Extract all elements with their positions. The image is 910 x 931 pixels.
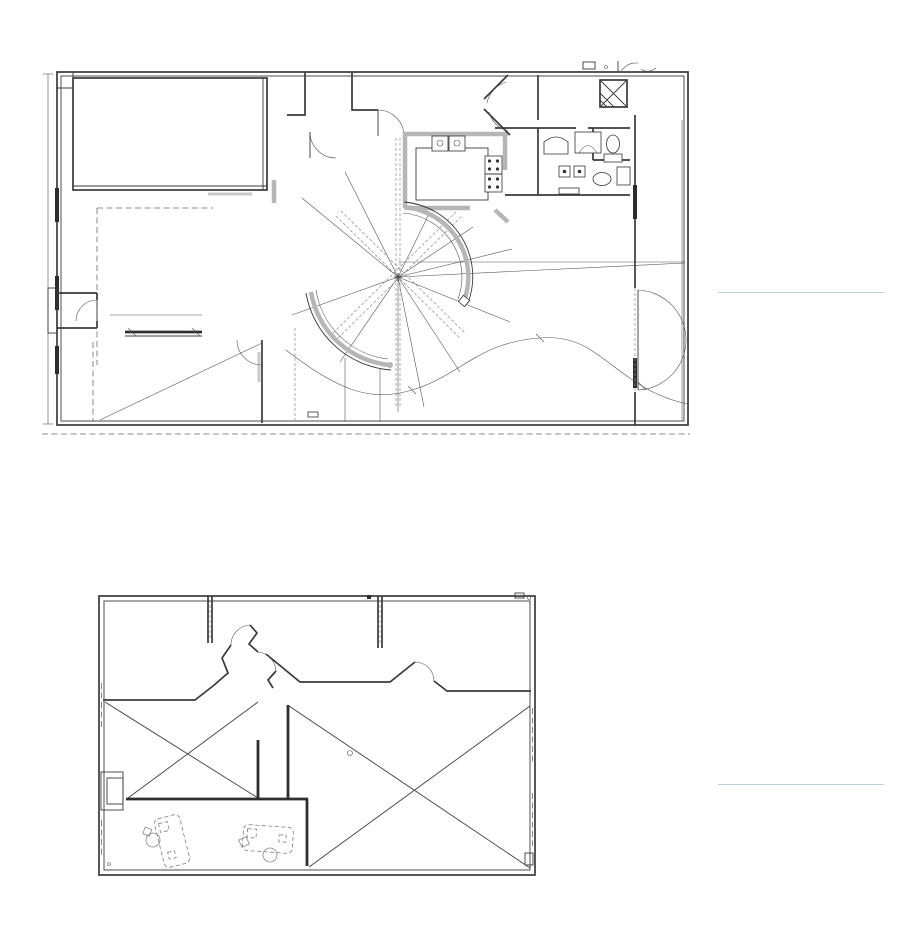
office-walls <box>103 596 531 700</box>
interior-walls <box>57 72 404 365</box>
features-panel-second <box>718 775 896 791</box>
right-corridor <box>633 115 686 425</box>
features-divider-main <box>718 292 884 293</box>
open-void-areas <box>105 702 530 868</box>
second-floor-plan-drawing <box>95 588 547 893</box>
reception-counter <box>110 315 202 336</box>
main-floor-plan <box>40 60 690 450</box>
second-floor-plan <box>95 588 547 898</box>
top-right-details <box>583 61 656 72</box>
plan-outline <box>42 72 690 434</box>
kitchen-area <box>274 134 508 222</box>
workstation-desks <box>143 814 294 869</box>
landscape-curve <box>286 334 688 404</box>
features-divider-second <box>718 784 884 785</box>
features-panel-main <box>718 283 896 299</box>
plan-outline <box>99 593 535 875</box>
main-floor-plan-drawing <box>40 60 690 445</box>
